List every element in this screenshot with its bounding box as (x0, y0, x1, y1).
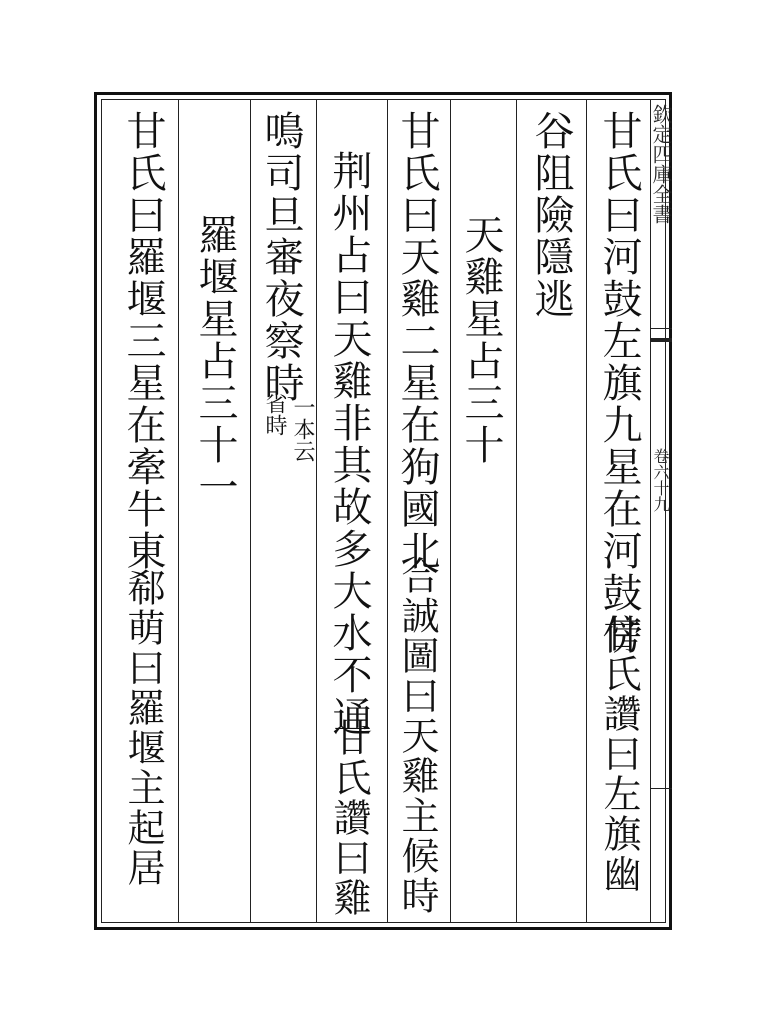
text-column-4: 甘氏曰天雞二星在狗國北 (394, 110, 440, 572)
text-column-2: 谷阻險隱逃 (528, 110, 574, 320)
text-column-1-continued: 甘氏讚曰左旗幽 (597, 614, 641, 894)
text-column-8: 甘氏曰羅堰三星在牽牛東 (120, 110, 166, 572)
text-column-6: 鳴司旦審夜察時 (258, 110, 304, 404)
column-rule (586, 100, 587, 922)
interlinear-note-left: 省時 (262, 392, 287, 436)
section-heading-luoyan: 羅堰星占三十一 (192, 214, 238, 508)
fishtail-mark (650, 338, 672, 342)
column-rule (387, 100, 388, 922)
inner-border (101, 99, 666, 923)
text-column-4-continued: 合誠圖曰天雞主候時 (395, 556, 439, 916)
column-rule (250, 100, 251, 922)
text-column-8-continued: 郗萌曰羅堰主起居 (121, 568, 165, 888)
fishtail-mark (650, 328, 672, 329)
margin-rule (650, 788, 672, 789)
section-heading-tianji: 天雞星占三十 (458, 214, 504, 466)
margin-juan-number: 卷六十九 (651, 448, 670, 512)
column-rule (450, 100, 451, 922)
column-rule (316, 100, 317, 922)
margin-book-title: 欽定四庫全書 (649, 104, 673, 224)
column-rule (178, 100, 179, 922)
text-column-5: 荆州占曰天雞非其故多大水不通 (326, 150, 372, 738)
text-column-5-continued: 甘氏讚曰雞 (327, 718, 371, 918)
text-column-1: 甘氏曰河鼓左旗九星在河鼓傍 (596, 110, 642, 656)
column-rule (516, 100, 517, 922)
interlinear-note-right: 一本云 (290, 396, 315, 462)
